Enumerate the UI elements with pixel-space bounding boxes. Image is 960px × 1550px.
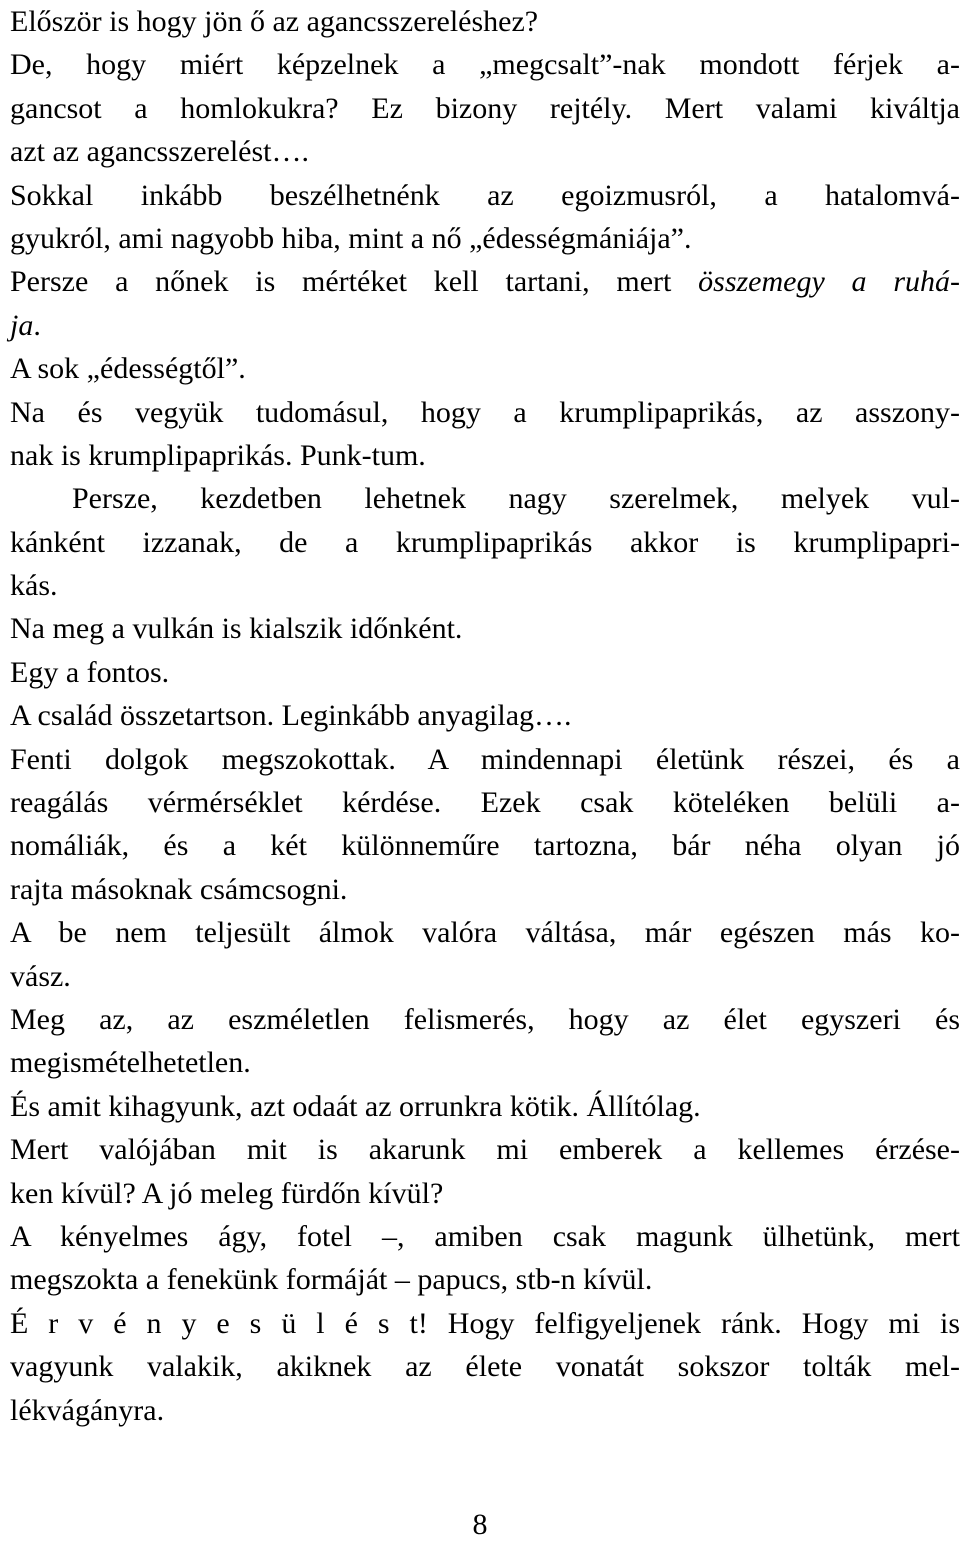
text-line <box>10 260 960 303</box>
line-text: nak is krumplipaprikás. Punk-tum. <box>10 438 426 472</box>
text-line <box>10 1345 960 1388</box>
text-line <box>10 130 960 173</box>
text-line <box>10 694 960 737</box>
text-line <box>10 1258 960 1301</box>
text-line <box>10 1215 960 1258</box>
line-text: vász. <box>10 959 71 993</box>
line-text: Egy a fontos. <box>10 655 170 689</box>
text-line <box>10 477 960 520</box>
line-text: megismételhetetlen. <box>10 1046 251 1080</box>
line-text: nomáliák, és a két különneműre tartozna, bár néha olyan jó <box>10 829 960 863</box>
text-line <box>10 1389 960 1432</box>
line-text: Persze, kezdetben lehetnek nagy szerelmek, melyek vul- <box>72 482 960 516</box>
line-text: ken kívül? A jó meleg fürdőn kívül? <box>10 1176 444 1210</box>
text-line <box>10 868 960 911</box>
line-text: reagálás vérmérséklet kérdése. Ezek csak köteléken belüli a- <box>10 786 960 820</box>
line-italic-text: összemegy a ruhá- <box>698 265 960 299</box>
line-text: kás. <box>10 569 58 603</box>
line-text: Fenti dolgok megszokottak. A mindennapi életünk részei, és a <box>10 742 960 776</box>
text-line <box>10 1041 960 1084</box>
line-tail-text: . <box>33 308 41 342</box>
line-text: megszokta a fenekünk formáját – papucs, stb-n kívül. <box>10 1263 653 1297</box>
line-text: azt az agancsszerelést…. <box>10 135 309 169</box>
line-text: gyukról, ami nagyobb hiba, mint a nő „édességmániája”. <box>10 221 692 255</box>
line-text: kánként izzanak, de a krumplipaprikás akkor is krumplipapri- <box>10 525 960 559</box>
text-line <box>10 87 960 130</box>
text-line <box>10 1085 960 1128</box>
line-text: Na meg a vulkán is kialszik időnként. <box>10 612 463 646</box>
text-line <box>10 304 960 347</box>
line-text: rajta másoknak csámcsogni. <box>10 872 348 906</box>
text-line <box>10 391 960 434</box>
text-line <box>10 998 960 1041</box>
line-text: Meg az, az eszméletlen felismerés, hogy az élet egyszeri és <box>10 1002 960 1036</box>
line-text: É r v é n y e s ü l é s t! Hogy felfigyeljenek ránk. Hogy mi is <box>10 1306 960 1340</box>
text-line <box>10 1172 960 1215</box>
text-line <box>10 781 960 824</box>
text-line <box>10 564 960 607</box>
text-line <box>10 1128 960 1171</box>
text-line <box>10 955 960 998</box>
line-text: A kényelmes ágy, fotel –, amiben csak magunk ülhetünk, mert <box>10 1219 960 1253</box>
text-line <box>10 0 960 43</box>
line-text: gancsot a homlokukra? Ez bizony rejtély. Mert valami kiváltja <box>10 91 960 125</box>
line-text: Először is hogy jön ő az agancsszereléshez? <box>10 5 539 38</box>
line-italic-text: ja <box>10 308 34 342</box>
line-text: Persze a nőnek is mértéket kell tartani, mert <box>10 265 699 299</box>
text-line <box>10 347 960 390</box>
text-line <box>10 738 960 781</box>
line-text: Mert valójában mit is akarunk mi emberek a kellemes érzése- <box>10 1133 960 1167</box>
line-text: A sok „édességtől”. <box>10 352 246 386</box>
body-text <box>10 0 960 1432</box>
line-text: De, hogy miért képzelnek a „megcsalt”-nak mondott férjek a- <box>10 48 960 82</box>
line-text: És amit kihagyunk, azt odaát az orrunkra kötik. Állítólag. <box>10 1089 701 1123</box>
line-text: Sokkal inkább beszélhetnénk az egoizmusról, a hatalomvá- <box>10 178 960 212</box>
text-line <box>10 43 960 86</box>
text-line <box>10 434 960 477</box>
line-text: lékvágányra. <box>10 1393 165 1427</box>
text-line <box>10 1302 960 1345</box>
line-text: A család összetartson. Leginkább anyagilag…. <box>10 699 572 733</box>
line-text: vagyunk valakik, akiknek az élete vonatát sokszor tolták mel- <box>10 1350 960 1384</box>
text-line <box>10 521 960 564</box>
line-text: Na és vegyük tudomásul, hogy a krumplipaprikás, az asszony- <box>10 395 960 429</box>
page-number: 8 <box>472 1508 488 1541</box>
text-line <box>10 824 960 867</box>
text-line <box>10 174 960 217</box>
text-line <box>10 217 960 260</box>
text-line <box>10 651 960 694</box>
text-line <box>10 607 960 650</box>
text-line <box>10 911 960 954</box>
line-text: A be nem teljesült álmok valóra váltása, már egészen más ko- <box>10 916 960 950</box>
